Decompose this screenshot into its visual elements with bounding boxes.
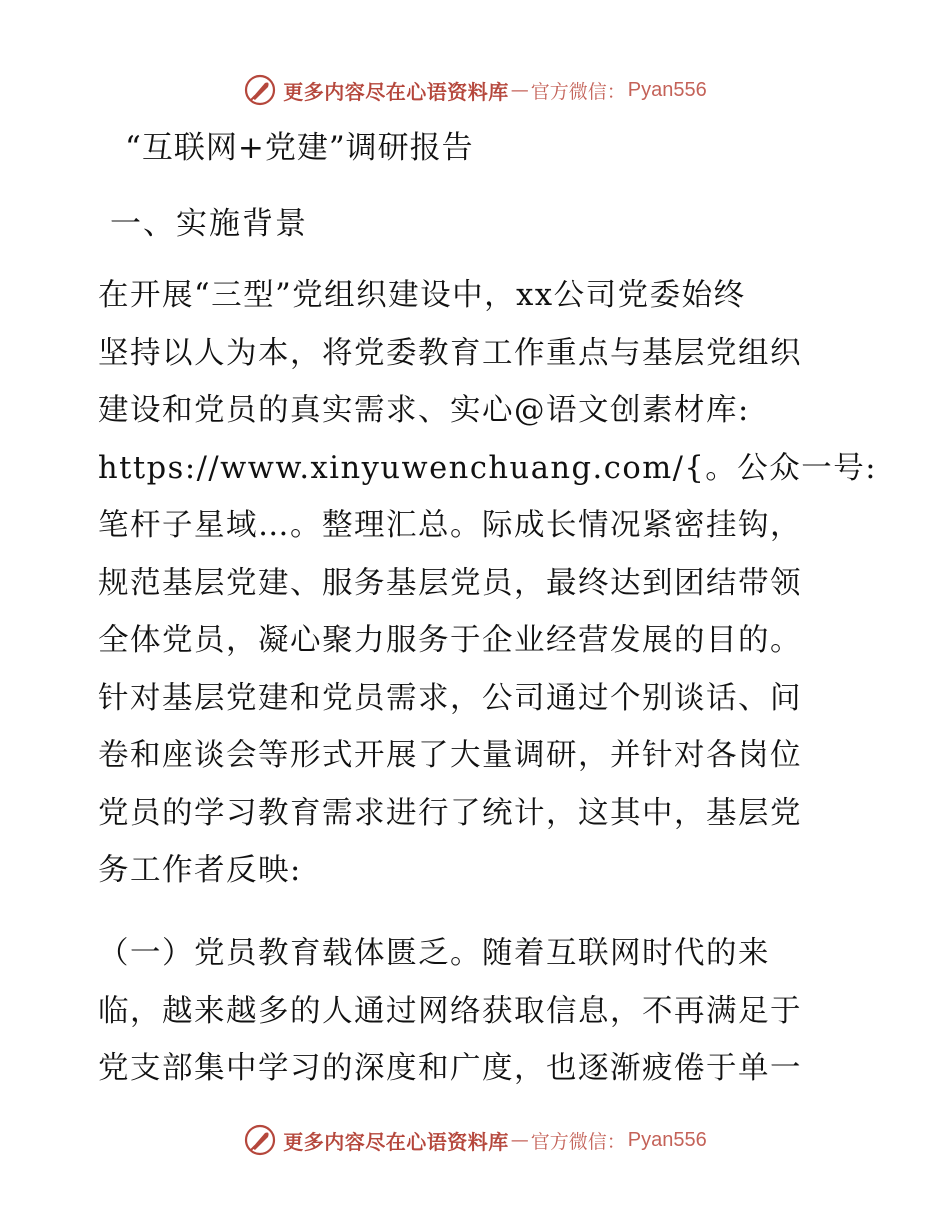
text-line: 党支部集中学习的深度和广度，也逐渐疲倦于单一: [98, 1051, 802, 1086]
banner-main-text: 更多内容尽在心语资料库: [283, 1129, 509, 1154]
text-line: （一）党员教育载体匮乏。随着互联网时代的来: [98, 936, 770, 971]
section-heading: 一、实施背景: [110, 206, 308, 242]
text-line: 笔杆子星域…。整理汇总。际成长情况紧密挂钩，: [98, 508, 802, 543]
quill-pen-logo-icon: [243, 1123, 277, 1157]
text-line: 务工作者反映:: [98, 853, 302, 888]
text-line: 临，越来越多的人通过网络获取信息，不再满足于: [98, 993, 802, 1029]
banner-main-text: 更多内容尽在心语资料库: [283, 79, 509, 104]
text-line: https://www.xinyuwenchuang.com/{。公众一号:: [98, 450, 878, 486]
text-line: 卷和座谈会等形式开展了大量调研，并针对各岗位: [98, 738, 802, 773]
banner-wechat-label: 官方微信：: [530, 80, 626, 103]
document-title: “互联网+党建”调研报告: [125, 130, 474, 166]
banner-wechat-id: Pyan556: [627, 1128, 707, 1151]
banner-wechat-id: Pyan556: [627, 78, 707, 101]
paragraph-background: [98, 267, 878, 900]
text-line: 坚持以人为本，将党委教育工作重点与基层党组织: [98, 335, 802, 371]
paragraph-point-one: [98, 925, 858, 1098]
text-line: 全体党员，凝心聚力服务于企业经营发展的目的。: [98, 623, 802, 658]
banner-separator: —: [510, 79, 529, 101]
text-line: 规范基层党建、服务基层党员，最终达到团结带领: [98, 565, 802, 601]
text-line: 党员的学习教育需求进行了统计，这其中，基层党: [98, 795, 802, 831]
banner-separator: —: [510, 1129, 529, 1151]
text-line: 建设和党员的真实需求、实心@语文创素材库:: [98, 393, 750, 428]
text-line: 针对基层党建和党员需求，公司通过个别谈话、问: [98, 680, 802, 716]
quill-pen-logo-icon: [243, 73, 277, 107]
banner-wechat-label: 官方微信：: [530, 1130, 626, 1153]
header-banner: [0, 70, 950, 110]
text-line: 在开展“三型”党组织建设中，xx公司党委始终: [98, 278, 746, 313]
footer-banner: [0, 1120, 950, 1160]
